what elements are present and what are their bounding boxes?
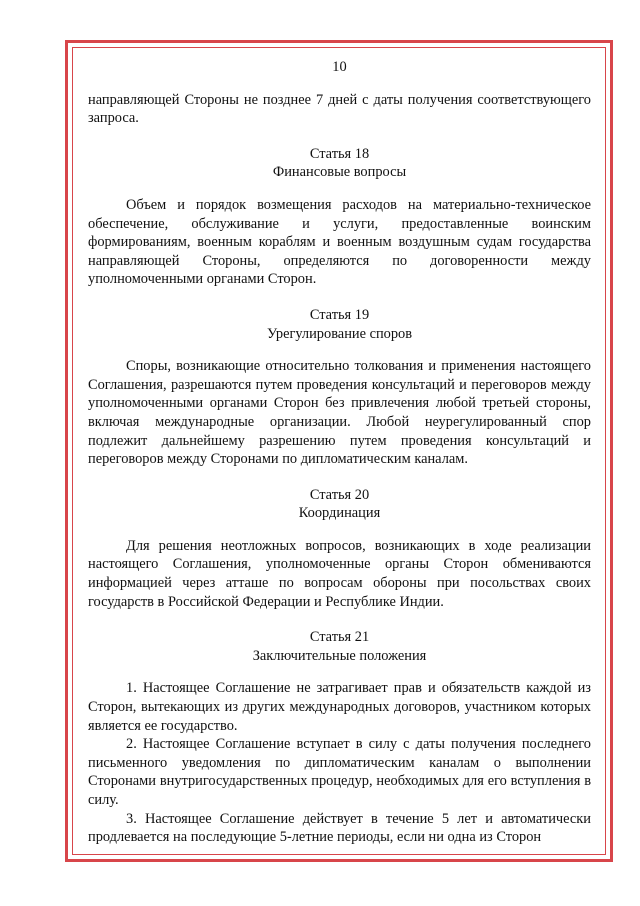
article-19-number: Статья 19 bbox=[309, 306, 370, 323]
page-content bbox=[88, 58, 591, 847]
article-20-title: Координация bbox=[298, 505, 381, 522]
intro-paragraph: направляющей Стороны не позднее 7 дней с даты получения соответствующего запроса. bbox=[88, 91, 591, 127]
article-19-title: Урегулирование споров bbox=[266, 325, 413, 342]
article-18-number: Статья 18 bbox=[309, 145, 370, 162]
article-20-number: Статья 20 bbox=[309, 486, 370, 503]
article-18-title: Финансовые вопросы bbox=[272, 164, 407, 181]
article-20-paragraph: Для решения неотложных вопросов, возникающих в ходе реализации настоящего Соглашения, уполномоченные органы Сторон обмениваются информацией через атташе по вопросам обороны при посольствах своих государств в Российской Федерации и Республике Индии. bbox=[88, 537, 591, 610]
article-21-title: Заключительные положения bbox=[252, 647, 427, 664]
page-number: 10 bbox=[332, 59, 347, 75]
article-19-paragraph: Споры, возникающие относительно толкования и применения настоящего Соглашения, разрешаются путем проведения консультаций и переговоров между уполномоченными органами Сторон без привлечения любой третьей стороны, включая международные организации. Любой неурегулированный спор подлежит дальнейшему разрешению путем проведения консультаций и переговоров между Сторонами по дипломатическим каналам. bbox=[88, 358, 591, 468]
article-21-clause-1: 1. Настоящее Соглашение не затрагивает прав и обязательств каждой из Сторон, вытекающих из других международных договоров, участником которых является ее государство. bbox=[88, 680, 591, 734]
article-21-clause-3: 3. Настоящее Соглашение действует в течение 5 лет и автоматически продлевается на последующие 5-летние периоды, если ни одна из Сторон bbox=[88, 810, 591, 846]
article-21-clause-2: 2. Настоящее Соглашение вступает в силу с даты получения последнего письменного уведомления по дипломатическим каналам о выполнении Сторонами внутригосударственных процедур, необходимых для его вступления в силу. bbox=[88, 736, 591, 808]
article-18-paragraph: Объем и порядок возмещения расходов на материально-техническое обеспечение, обслуживание и услуги, предоставленные воинским формированиям, военным кораблям и военным воздушным судам государства направляющей Стороны, определяются по договоренности между уполномоченными органами Сторон. bbox=[88, 196, 591, 288]
article-21-number: Статья 21 bbox=[309, 629, 370, 646]
